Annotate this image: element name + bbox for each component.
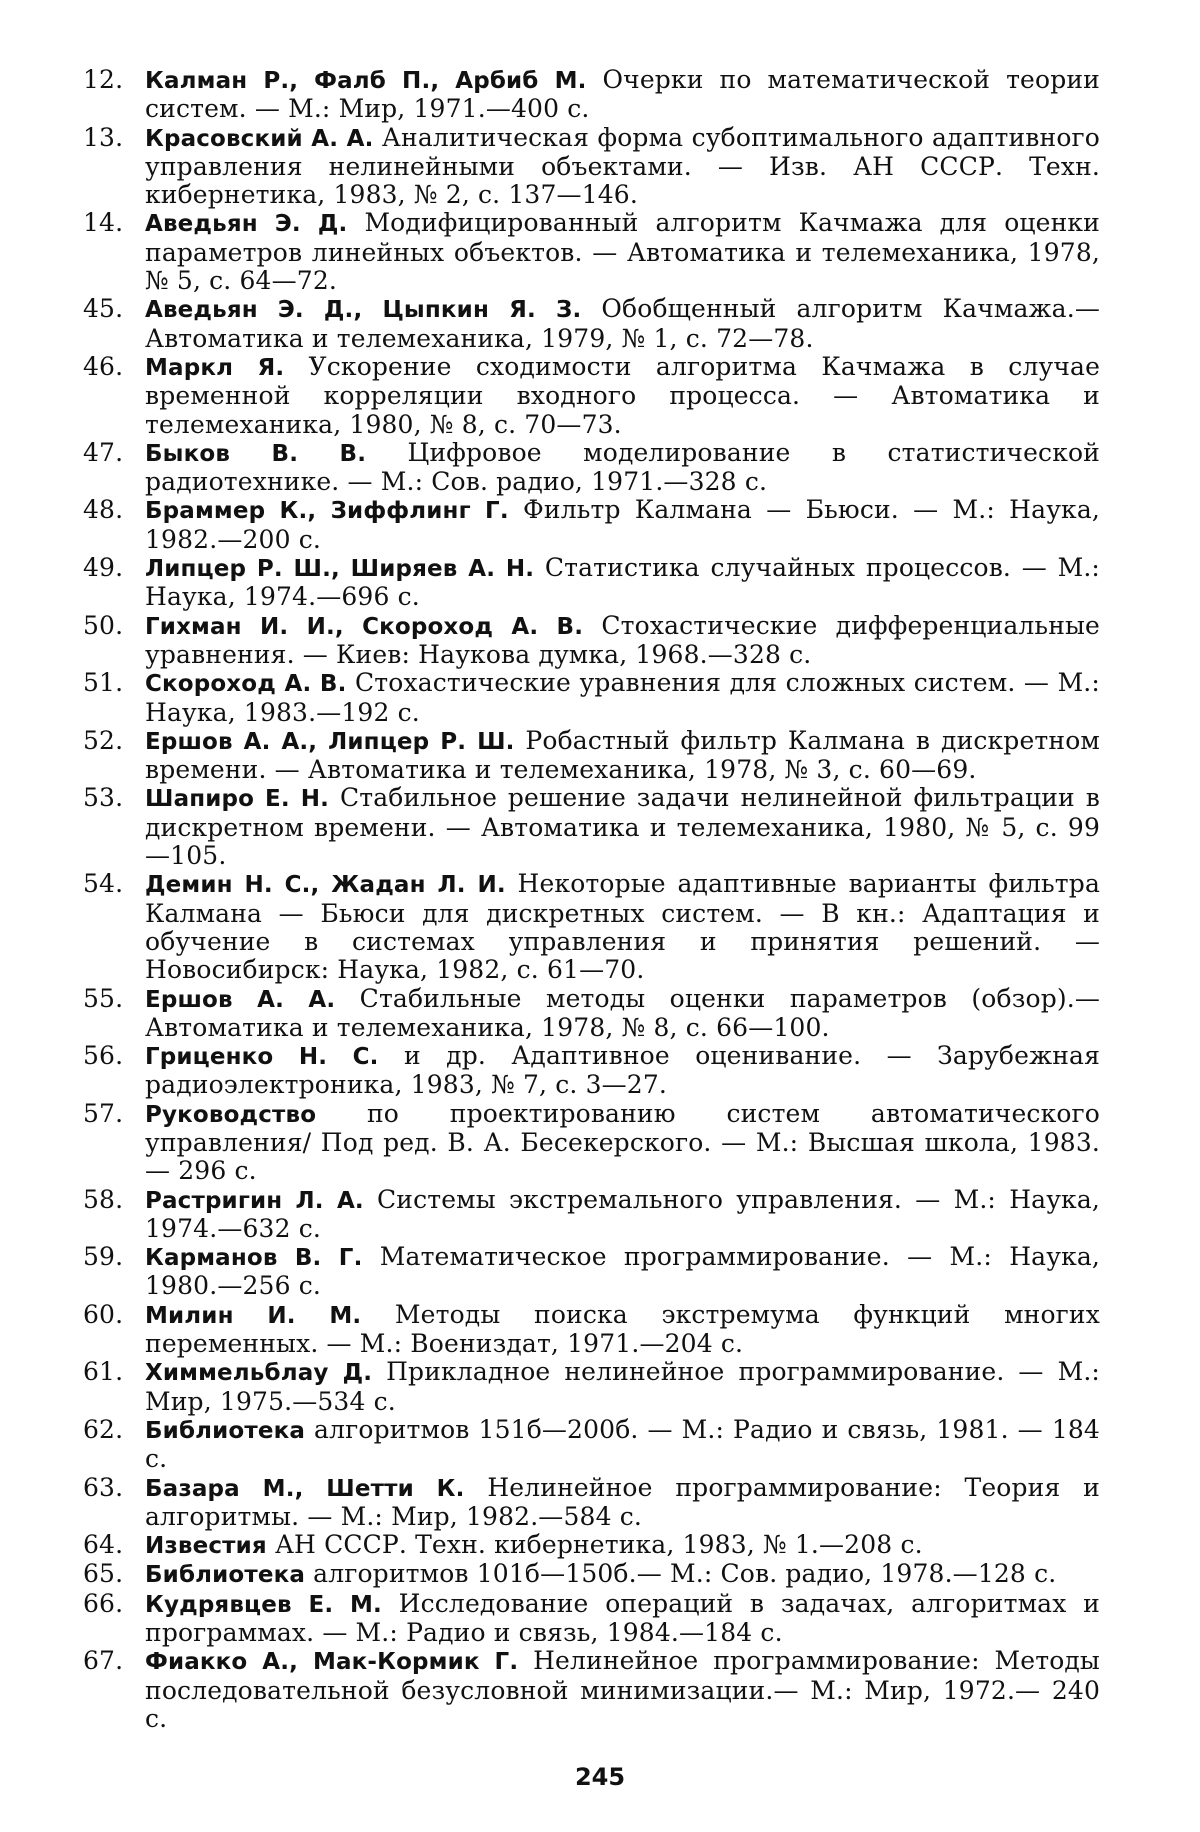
reference-text: Аналитическая форма субоптимального адаптивного управления нелинейными объектами. — Изв. АН СССР. Техн. кибернетика, 1983, № 2, с. 137—146. (145, 122, 1100, 210)
reference-text: АН СССР. Техн. кибернетика, 1983, № 1.—208 с. (274, 1530, 923, 1560)
reference-item (83, 725, 1100, 785)
reference-item (83, 1098, 1100, 1186)
reference-text: Нелинейное программирование: Теория и алгоритмы. — М.: Мир, 1982.—584 с. (145, 1472, 1100, 1531)
reference-number: 14. (83, 208, 124, 238)
reference-item (83, 65, 1100, 124)
reference-number: 46. (83, 351, 124, 381)
reference-item (83, 783, 1100, 871)
reference-authors: Библиотека (145, 1417, 306, 1444)
reference-item (83, 294, 1100, 353)
reference-item (83, 1559, 1100, 1589)
reference-list (83, 65, 1101, 1733)
reference-authors: Гриценко Н. С. (145, 1044, 379, 1071)
reference-authors: Кудрявцев Е. М. (145, 1591, 382, 1618)
reference-number: 50. (83, 610, 124, 640)
reference-text: Стохастические уравнения для сложных систем. — М.: Наука, 1983.—192 с. (145, 668, 1100, 727)
reference-text: Стабильные методы оценки параметров (обзор).— Автоматика и телемеханика, 1978, № 8, с. 66—100. (145, 983, 1100, 1042)
reference-authors: Шапиро Е. Н. (145, 786, 330, 813)
reference-item (83, 983, 1100, 1043)
reference-number: 13. (83, 122, 124, 152)
reference-authors: Ершов А. А. (145, 986, 336, 1013)
reference-number: 54. (83, 869, 124, 899)
reference-authors: Химмельблау Д. (145, 1360, 373, 1387)
reference-item (83, 208, 1100, 296)
reference-item (83, 1242, 1100, 1301)
reference-number: 65. (83, 1559, 124, 1589)
reference-number: 62. (83, 1414, 124, 1444)
reference-number: 59. (83, 1242, 124, 1272)
reference-item (83, 1414, 1100, 1474)
reference-number: 45. (83, 294, 124, 324)
reference-item (83, 1184, 1100, 1244)
reference-item (83, 437, 1100, 497)
reference-text: Системы экстремального управления. — М.: Наука, 1974.—632 с. (145, 1184, 1100, 1243)
reference-authors: Демин Н. С., Жадан Л. И. (145, 872, 506, 899)
reference-authors: Известия (145, 1533, 267, 1560)
reference-item (83, 610, 1100, 670)
reference-text: Обобщенный алгоритм Качмажа.— Автоматика и телемеханика, 1979, № 1, с. 72—78. (145, 294, 1100, 353)
reference-text: алгоритмов 151б—200б. — М.: Радио и связь, 1981. — 184 с. (145, 1414, 1100, 1474)
reference-number: 55. (83, 983, 124, 1013)
page-number: 245 (574, 1763, 626, 1791)
reference-authors: Маркл Я. (145, 354, 285, 381)
reference-authors: Карманов В. Г. (145, 1245, 363, 1272)
reference-item (83, 1646, 1100, 1733)
reference-text: и др. Адаптивное оценивание. — Зарубежная радиоэлектроника, 1983, № 7, с. 3—27. (145, 1041, 1101, 1100)
reference-text: Ускорение сходимости алгоритма Качмажа в случае временной корреляции входного процесса. — Автоматика и телемеханика, 1980, № 8, с. 70—73. (145, 351, 1101, 439)
reference-authors: Аведьян Э. Д., Цыпкин Я. З. (145, 297, 582, 324)
reference-number: 63. (83, 1472, 124, 1502)
reference-item (83, 1472, 1100, 1532)
reference-authors: Быков В. В. (145, 440, 367, 467)
reference-text: Стабильное решение задачи нелинейной фильтрации в дискретном времени. — Автоматика и телемеханика, 1980, № 5, с. 99—105. (145, 783, 1100, 871)
reference-authors: Фиакко А., Мак-Кормик Г. (145, 1649, 519, 1676)
reference-text: Очерки по математической теории систем. — М.: Мир, 1971.—400 с. (145, 65, 1100, 124)
reference-authors: Липцер Р. Ш., Ширяев А. Н. (145, 556, 535, 583)
reference-number: 67. (83, 1646, 124, 1676)
reference-authors: Аведьян Э. Д. (145, 211, 348, 238)
reference-text: Модифицированный алгоритм Качмажа для оценки параметров линейных объектов. — Автоматика и телемеханика, 1978, № 5, с. 64—72. (145, 208, 1100, 296)
reference-authors: Ершов А. А., Липцер Р. Ш. (145, 728, 515, 755)
reference-number: 52. (83, 725, 124, 755)
reference-item (83, 1530, 1100, 1560)
reference-number: 57. (83, 1098, 124, 1128)
reference-number: 12. (83, 65, 124, 94)
reference-text: Статистика случайных процессов. — М.: Наука, 1974.—696 с. (145, 553, 1101, 612)
reference-text: Фильтр Калмана — Бьюси. — М.: Наука, 1982.—200 с. (145, 495, 1100, 554)
reference-number: 61. (83, 1357, 124, 1387)
reference-authors: Базара М., Шетти К. (145, 1475, 465, 1502)
reference-item (83, 1588, 1100, 1648)
reference-number: 56. (83, 1041, 124, 1071)
reference-authors: Милин И. М. (145, 1302, 362, 1329)
reference-number: 53. (83, 783, 124, 813)
reference-text: Стохастические дифференциальные уравнения. — Киев: Наукова думка, 1968.—328 с. (145, 610, 1100, 669)
reference-item (83, 869, 1100, 985)
reference-number: 60. (83, 1299, 124, 1329)
reference-number: 64. (83, 1530, 124, 1560)
reference-text: по проектированию систем автоматического управления/ Под ред. В. А. Бесекерского. — М.: Высшая школа, 1983.— 296 с. (145, 1098, 1100, 1186)
reference-authors: Руководство (145, 1101, 317, 1128)
reference-number: 47. (83, 437, 124, 467)
reference-authors: Браммер К., Зиффлинг Г. (145, 498, 509, 525)
reference-text: Математическое программирование. — М.: Наука, 1980.—256 с. (145, 1242, 1100, 1301)
reference-authors: Библиотека (145, 1562, 306, 1589)
reference-item (83, 122, 1100, 210)
reference-authors: Растригин Л. А. (145, 1187, 364, 1214)
reference-item (83, 668, 1100, 727)
reference-item (83, 495, 1100, 554)
reference-number: 49. (83, 553, 124, 583)
reference-item (83, 1357, 1100, 1416)
reference-item (83, 553, 1101, 612)
reference-authors: Калман Р., Фалб П., Арбиб М. (145, 68, 587, 94)
reference-number: 48. (83, 495, 124, 525)
reference-item (83, 1041, 1101, 1100)
reference-number: 58. (83, 1184, 124, 1214)
reference-text: Исследование операций в задачах, алгоритмах и программах. — М.: Радио и связь, 1984.—184 с. (145, 1588, 1100, 1648)
reference-text: Методы поиска экстремума функций многих переменных. — М.: Воениздат, 1971.—204 с. (145, 1299, 1100, 1359)
reference-text: Нелинейное программирование: Методы последовательной безусловной минимизации.— М.: Мир, 1972.— 240 с. (145, 1646, 1100, 1733)
reference-number: 51. (83, 668, 124, 698)
reference-authors: Скороход А. В. (145, 671, 347, 698)
reference-item (83, 1299, 1100, 1359)
reference-text: Робастный фильтр Калмана в дискретном времени. — Автоматика и телемеханика, 1978, № 3, с. 60—69. (145, 725, 1100, 785)
reference-text: Прикладное нелинейное программирование. — М.: Мир, 1975.—534 с. (145, 1357, 1100, 1416)
reference-item (83, 351, 1101, 439)
reference-authors: Гихман И. И., Скороход А. В. (145, 613, 584, 640)
reference-text: Некоторые адаптивные варианты фильтра Калмана — Бьюси для дискретных систем. — В кн.: Адаптация и обучение в системах управления и принятия решений. — Новосибирск: Наука, 1982, с. 61—70. (145, 869, 1100, 985)
reference-authors: Красовский А. А. (145, 125, 374, 152)
reference-number: 66. (83, 1588, 124, 1618)
reference-text: Цифровое моделирование в статистической радиотехнике. — М.: Сов. радио, 1971.—328 с. (145, 437, 1100, 497)
reference-text: алгоритмов 101б—150б.— М.: Сов. радио, 1978.—128 с. (313, 1559, 1057, 1589)
